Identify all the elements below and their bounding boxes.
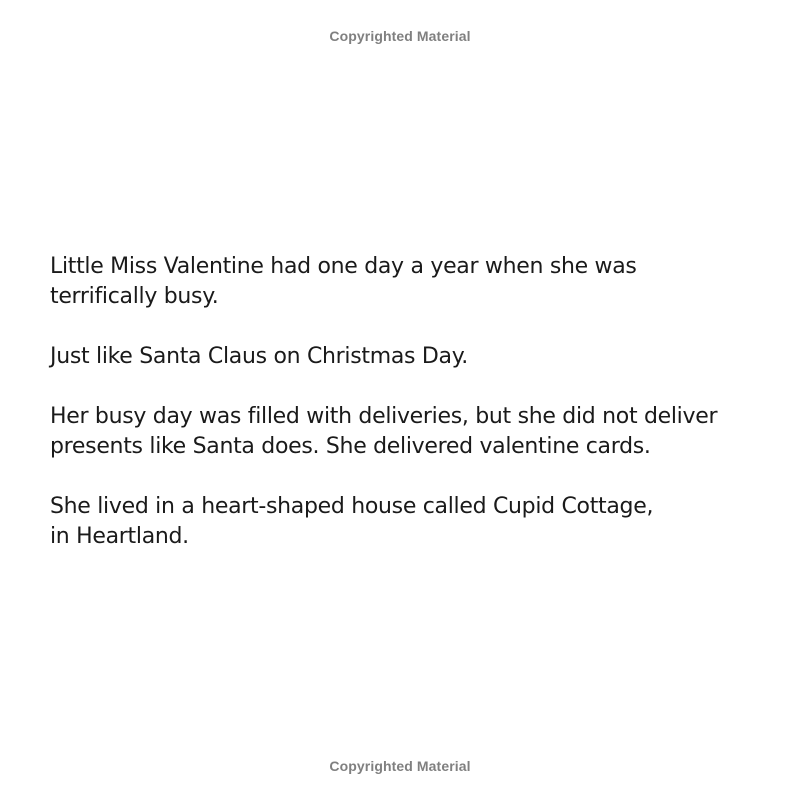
story-line: terrifically busy.: [50, 284, 219, 309]
story-text: [50, 252, 770, 552]
story-paragraph: [50, 402, 770, 462]
story-line: presents like Santa does. She delivered valentine cards.: [50, 434, 651, 459]
story-line: Her busy day was filled with deliveries, but she did not deliver: [50, 404, 718, 429]
story-paragraph: [50, 492, 770, 552]
copyright-watermark-bottom: Copyrighted Material: [329, 758, 471, 774]
story-paragraph: [50, 342, 770, 372]
story-line: Just like Santa Claus on Christmas Day.: [50, 344, 468, 369]
story-line: She lived in a heart-shaped house called Cupid Cottage,: [50, 494, 654, 519]
story-paragraph: [50, 252, 770, 312]
story-line: in Heartland.: [50, 524, 189, 549]
story-line: Little Miss Valentine had one day a year when she was: [50, 254, 637, 279]
copyright-watermark-top: Copyrighted Material: [329, 28, 471, 44]
